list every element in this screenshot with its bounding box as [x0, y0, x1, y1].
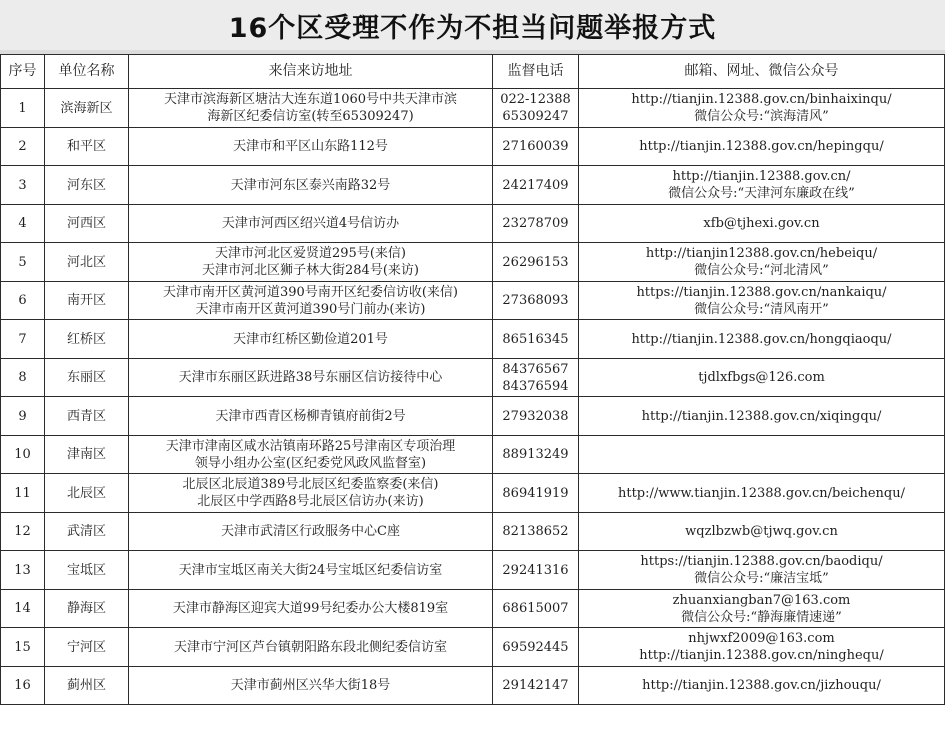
table-row	[1, 243, 945, 282]
cell-address	[129, 474, 493, 513]
cell-phone	[493, 166, 579, 205]
table-row	[1, 205, 945, 243]
contact-line: http://tianjin.12388.gov.cn/xiqingqu/	[641, 408, 882, 424]
contact-line: http://tianjin.12388.gov.cn/	[672, 169, 851, 184]
cell-unit: 滨海新区	[45, 89, 129, 128]
cell-no: 8	[1, 359, 45, 397]
phone-line: 84376567	[502, 361, 569, 377]
cell-address	[129, 282, 493, 320]
cell-unit: 宝坻区	[45, 551, 129, 590]
table-row	[1, 474, 945, 513]
column-header-phone: 监督电话	[493, 55, 579, 89]
column-header-no: 序号	[1, 55, 45, 89]
cell-no: 7	[1, 320, 45, 359]
cell-unit: 东丽区	[45, 359, 129, 397]
cell-phone	[493, 397, 579, 436]
cell-no: 9	[1, 397, 45, 436]
contact-line: https://tianjin.12388.gov.cn/baodiqu/	[640, 554, 883, 569]
page-title: 16个区受理不作为不担当问题举报方式	[228, 12, 717, 44]
cell-address	[129, 436, 493, 474]
phone-line: 29142147	[502, 678, 569, 693]
phone-line: 69592445	[502, 639, 569, 655]
cell-address	[129, 320, 493, 359]
cell-address	[129, 397, 493, 436]
cell-phone	[493, 243, 579, 282]
phone-line: 65309247	[502, 109, 569, 124]
address-line: 天津市宝坻区南关大街24号宝坻区纪委信访室	[178, 562, 443, 578]
contact-line: 微信公众号:“廉洁宝坻”	[694, 571, 829, 586]
cell-contact	[579, 320, 945, 359]
contact-line: 微信公众号:“河北清风”	[694, 263, 829, 278]
cell-no: 2	[1, 128, 45, 166]
table-body	[1, 89, 945, 705]
cell-phone	[493, 282, 579, 320]
cell-phone	[493, 667, 579, 705]
cell-phone	[493, 436, 579, 474]
cell-contact	[579, 359, 945, 397]
contact-line: http://tianjin.12388.gov.cn/binhaixinqu/	[631, 92, 892, 107]
phone-line: 29241316	[502, 562, 569, 578]
cell-no: 3	[1, 166, 45, 205]
cell-unit: 武清区	[45, 513, 129, 551]
cell-no: 14	[1, 590, 45, 628]
address-line: 领导小组办公室(区纪委党风政风监督室)	[194, 455, 427, 471]
table-row	[1, 551, 945, 590]
contact-line: https://tianjin.12388.gov.cn/nankaiqu/	[636, 284, 887, 300]
contact-line: wqzlbzwb@tjwq.gov.cn	[685, 524, 838, 539]
cell-phone	[493, 590, 579, 628]
cell-address	[129, 667, 493, 705]
cell-phone	[493, 128, 579, 166]
cell-unit: 南开区	[45, 282, 129, 320]
address-line: 天津市蓟州区兴华大街18号	[230, 678, 391, 693]
cell-no: 5	[1, 243, 45, 282]
cell-address	[129, 243, 493, 282]
cell-contact	[579, 513, 945, 551]
contact-line: http://tianjin.12388.gov.cn/ninghequ/	[639, 648, 884, 663]
cell-address	[129, 590, 493, 628]
phone-line: 24217409	[502, 177, 569, 193]
contact-line: http://tianjin.12388.gov.cn/hepingqu/	[639, 139, 884, 154]
cell-no: 16	[1, 667, 45, 705]
cell-no: 10	[1, 436, 45, 474]
cell-unit: 河北区	[45, 243, 129, 282]
table-row	[1, 667, 945, 705]
address-line: 天津市和平区山东路112号	[233, 139, 388, 154]
cell-phone	[493, 89, 579, 128]
cell-address	[129, 551, 493, 590]
table-row	[1, 590, 945, 628]
address-line: 天津市滨海新区塘沽大连东道1060号中共天津市滨	[163, 92, 458, 107]
table-row	[1, 397, 945, 436]
contact-line: xfb@tjhexi.gov.cn	[703, 216, 820, 231]
phone-line: 022-12388	[500, 92, 571, 107]
phone-line: 88913249	[502, 447, 569, 462]
phone-line: 84376594	[502, 378, 569, 394]
address-line: 天津市武清区行政服务中心C座	[221, 524, 400, 539]
address-line: 海新区纪委信访室(转至65309247)	[207, 109, 414, 124]
cell-contact	[579, 282, 945, 320]
cell-contact	[579, 397, 945, 436]
table-row	[1, 166, 945, 205]
cell-contact	[579, 590, 945, 628]
cell-contact	[579, 474, 945, 513]
cell-phone	[493, 551, 579, 590]
contact-line: 微信公众号:“清风南开”	[694, 301, 829, 317]
address-line: 北辰区北辰道389号北辰区纪委监察委(来信)	[182, 477, 439, 492]
report-contact-table	[0, 54, 945, 705]
cell-contact	[579, 667, 945, 705]
cell-phone	[493, 628, 579, 667]
table-row	[1, 89, 945, 128]
contact-line: 微信公众号:“天津河东廉政在线”	[668, 186, 855, 201]
cell-address	[129, 628, 493, 667]
address-line: 天津市津南区咸水沽镇南环路25号津南区专项治理	[165, 438, 456, 454]
cell-unit: 和平区	[45, 128, 129, 166]
cell-no: 6	[1, 282, 45, 320]
table-row	[1, 436, 945, 474]
cell-unit: 静海区	[45, 590, 129, 628]
cell-unit: 北辰区	[45, 474, 129, 513]
cell-contact	[579, 89, 945, 128]
address-line: 天津市静海区迎宾大道99号纪委办公大楼819室	[172, 601, 449, 616]
cell-contact	[579, 628, 945, 667]
contact-line: nhjwxf2009@163.com	[688, 631, 835, 646]
phone-line: 26296153	[502, 254, 569, 270]
cell-unit: 津南区	[45, 436, 129, 474]
cell-phone	[493, 320, 579, 359]
title-bar	[0, 0, 945, 50]
contact-line: tjdlxfbgs@126.com	[698, 370, 825, 385]
cell-no: 1	[1, 89, 45, 128]
contact-line: 微信公众号:“滨海清风”	[694, 109, 829, 124]
table-row	[1, 320, 945, 359]
contact-line: http://tianjin.12388.gov.cn/hongqiaoqu/	[631, 331, 892, 347]
cell-address	[129, 359, 493, 397]
cell-phone	[493, 513, 579, 551]
address-line: 天津市东丽区跃进路38号东丽区信访接待中心	[178, 370, 443, 385]
contact-line: 微信公众号:“静海廉情速递”	[681, 609, 842, 625]
cell-phone	[493, 359, 579, 397]
address-line: 天津市西青区杨柳青镇府前街2号	[215, 408, 406, 424]
cell-contact	[579, 243, 945, 282]
cell-no: 11	[1, 474, 45, 513]
phone-line: 27368093	[502, 293, 569, 308]
address-line: 天津市宁河区芦台镇朝阳路东段北侧纪委信访室	[173, 639, 447, 655]
address-line: 北辰区中学西路8号北辰区信访办(来访)	[197, 494, 424, 509]
cell-address	[129, 513, 493, 551]
table-header-row	[1, 55, 945, 89]
phone-line: 86941919	[502, 485, 569, 501]
table-row	[1, 513, 945, 551]
cell-no: 13	[1, 551, 45, 590]
cell-no: 15	[1, 628, 45, 667]
address-line: 天津市南开区黄河道390号门前办(来访)	[195, 301, 426, 317]
contact-line: http://tianjin.12388.gov.cn/jizhouqu/	[642, 678, 881, 693]
table-row	[1, 128, 945, 166]
cell-contact	[579, 128, 945, 166]
phone-line: 23278709	[502, 216, 569, 231]
cell-unit: 河东区	[45, 166, 129, 205]
address-line: 天津市南开区黄河道390号南开区纪委信访收(来信)	[163, 284, 458, 300]
contact-line: zhuanxiangban7@163.com	[672, 592, 851, 608]
table-row	[1, 628, 945, 667]
phone-line: 86516345	[502, 331, 569, 347]
phone-line: 82138652	[502, 524, 569, 539]
cell-contact	[579, 205, 945, 243]
cell-unit: 宁河区	[45, 628, 129, 667]
cell-phone	[493, 474, 579, 513]
column-header-contact: 邮箱、网址、微信公众号	[579, 55, 945, 89]
cell-phone	[493, 205, 579, 243]
phone-line: 68615007	[502, 601, 569, 616]
column-header-address: 来信来访地址	[129, 55, 493, 89]
cell-no: 12	[1, 513, 45, 551]
cell-address	[129, 166, 493, 205]
cell-address	[129, 128, 493, 166]
cell-unit: 蓟州区	[45, 667, 129, 705]
cell-contact	[579, 436, 945, 474]
cell-unit: 红桥区	[45, 320, 129, 359]
address-line: 天津市河西区绍兴道4号信访办	[221, 216, 400, 231]
table-row	[1, 282, 945, 320]
phone-line: 27160039	[502, 139, 569, 154]
cell-address	[129, 205, 493, 243]
column-header-unit: 单位名称	[45, 55, 129, 89]
contact-line: http://www.tianjin.12388.gov.cn/beichenqu/	[617, 485, 906, 501]
contact-line: http://tianjin12388.gov.cn/hebeiqu/	[645, 246, 878, 261]
cell-contact	[579, 551, 945, 590]
cell-unit: 河西区	[45, 205, 129, 243]
address-line: 天津市河北区爱贤道295号(来信)	[215, 246, 406, 261]
address-line: 天津市河东区泰兴南路32号	[230, 177, 391, 193]
address-line: 天津市河北区狮子林大街284号(来访)	[202, 263, 419, 278]
cell-unit: 西青区	[45, 397, 129, 436]
phone-line: 27932038	[502, 408, 569, 424]
cell-address	[129, 89, 493, 128]
cell-contact	[579, 166, 945, 205]
cell-no: 4	[1, 205, 45, 243]
address-line: 天津市红桥区勤俭道201号	[233, 331, 388, 347]
table-row	[1, 359, 945, 397]
table-container	[0, 54, 945, 750]
